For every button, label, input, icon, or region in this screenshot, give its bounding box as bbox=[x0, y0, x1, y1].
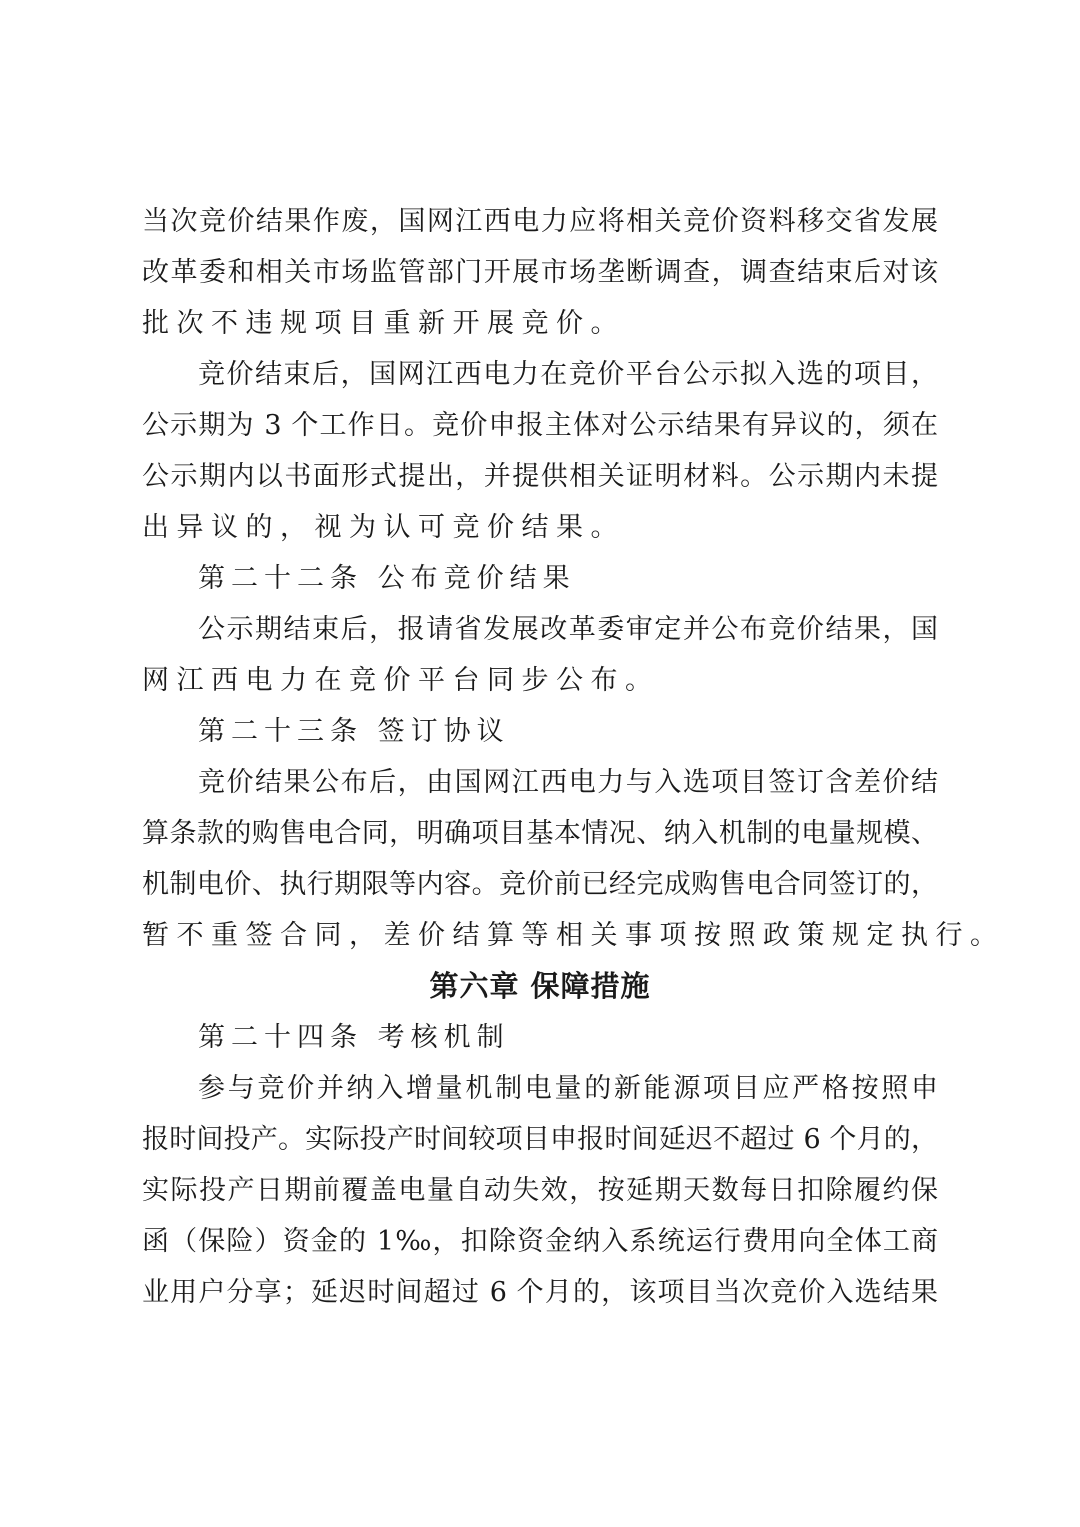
paragraph-line bbox=[142, 400, 942, 451]
paragraph-line bbox=[142, 247, 942, 298]
paragraph-line bbox=[142, 1165, 942, 1216]
paragraph-line bbox=[142, 502, 942, 553]
paragraph-line bbox=[142, 757, 942, 808]
text-line: 暂不重签合同，差价结算等相关事项按照政策规定执行。 bbox=[142, 920, 1005, 951]
text-line: 参与竞价并纳入增量机制电量的新能源项目应严格按照申 bbox=[198, 1073, 938, 1104]
paragraph-line bbox=[142, 1216, 942, 1267]
text-line: 公示期内以书面形式提出，并提供相关证明材料。公示期内未提 bbox=[142, 461, 938, 492]
text-line: 机制电价、执行期限等内容。竞价前已经完成购售电合同签订的， bbox=[142, 869, 938, 900]
paragraph-line bbox=[142, 910, 1005, 961]
text-line: 网江西电力在竞价平台同步公布。 bbox=[142, 665, 660, 696]
text-line: 实际投产日期前覆盖电量自动失效，按延期天数每日扣除履约保 bbox=[142, 1175, 938, 1206]
paragraph-line bbox=[142, 808, 942, 859]
text-line: 批次不违规项目重新开展竞价。 bbox=[142, 308, 625, 339]
paragraph-line bbox=[142, 655, 942, 706]
text-line: 业用户分享；延迟时间超过 6 个月的，该项目当次竞价入选结果 bbox=[142, 1277, 938, 1308]
text-line: 竞价结果公布后，由国网江西电力与入选项目签订含差价结 bbox=[198, 767, 938, 798]
text-line: 公示期为 3 个工作日。竞价申报主体对公示结果有异议的，须在 bbox=[142, 410, 938, 441]
text-line: 竞价结束后，国网江西电力在竞价平台公示拟入选的项目， bbox=[198, 359, 938, 390]
paragraph-line bbox=[142, 859, 942, 910]
text-line: 当次竞价结果作废，国网江西电力应将相关竞价资料移交省发展 bbox=[142, 206, 938, 237]
article-22-heading: 第二十二条 公布竞价结果 bbox=[198, 563, 576, 594]
document-page bbox=[142, 196, 1005, 1318]
text-line: 报时间投产。实际投产时间较项目申报时间延迟不超过 6 个月的， bbox=[142, 1124, 938, 1155]
text-line: 改革委和相关市场监管部门开展市场垄断调查，调查结束后对该 bbox=[142, 257, 938, 288]
article-24-heading: 第二十四条 考核机制 bbox=[198, 1022, 510, 1053]
paragraph-line bbox=[142, 1114, 942, 1165]
text-line: 出异议的，视为认可竞价结果。 bbox=[142, 512, 625, 543]
paragraph-line bbox=[142, 451, 942, 502]
text-line: 函（保险）资金的 1‰，扣除资金纳入系统运行费用向全体工商 bbox=[142, 1226, 938, 1257]
paragraph-line bbox=[142, 298, 942, 349]
paragraph-line bbox=[142, 349, 942, 400]
article-23-heading: 第二十三条 签订协议 bbox=[198, 716, 510, 747]
text-line: 公示期结束后，报请省发展改革委审定并公布竞价结果，国 bbox=[198, 614, 938, 645]
paragraph-line bbox=[142, 196, 942, 247]
text-line: 算条款的购售电合同，明确项目基本情况、纳入机制的电量规模、 bbox=[142, 818, 938, 849]
paragraph-line bbox=[142, 604, 942, 655]
paragraph-line bbox=[142, 1267, 942, 1318]
paragraph-line bbox=[142, 1063, 942, 1114]
chapter-6-heading: 第六章 保障措施 bbox=[429, 969, 651, 1003]
